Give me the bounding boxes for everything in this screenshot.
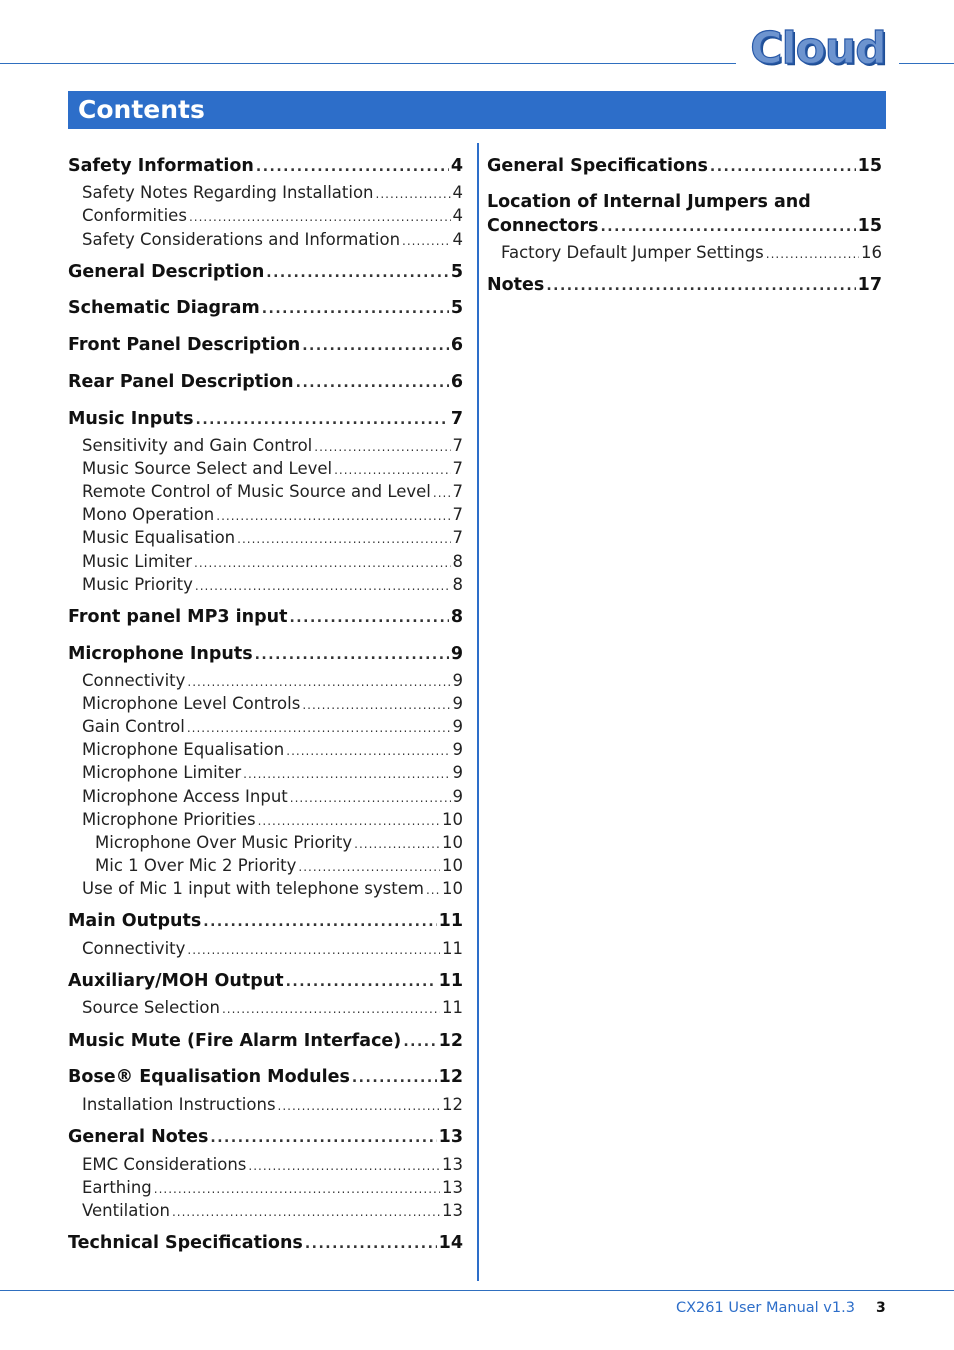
toc-leader-dots [403,1031,436,1052]
toc-entry-page-number: 13 [442,1201,463,1220]
toc-entry[interactable] [68,481,463,503]
toc-leader-dots [154,1178,440,1199]
toc-entry[interactable] [68,1200,463,1222]
toc-entry[interactable] [487,215,882,237]
toc-leader-dots [216,505,450,526]
toc-leader-dots [187,717,451,738]
toc-entry-title: Use of Mic 1 input with telephone system [82,879,424,898]
toc-entry-page-number: 7 [450,409,463,429]
toc-entry[interactable] [68,1066,463,1088]
toc-entry[interactable] [68,739,463,761]
toc-entry[interactable] [68,261,463,283]
toc-entry[interactable] [68,1094,463,1116]
footer-document-title: CX261 User Manual v1.3 [676,1300,855,1316]
toc-leader-dots [376,183,451,204]
toc-leader-dots [298,856,440,877]
toc-entry-page-number: 15 [857,156,882,176]
toc-entry-title: Gain Control [82,717,185,736]
toc-entry[interactable] [487,155,882,177]
toc-entry-page-number: 9 [452,717,463,736]
toc-leader-dots [222,998,440,1019]
toc-leader-dots [766,243,859,264]
toc-entry[interactable] [68,408,463,430]
toc-entry-page-number: 5 [450,298,463,318]
header-rule-right [899,63,954,64]
toc-leader-dots [278,1095,440,1116]
toc-leader-dots [402,230,450,251]
toc-entry-title: General Notes [68,1127,209,1147]
toc-entry-title: Location of Internal Jumpers and [487,192,811,212]
toc-entry[interactable] [68,786,463,808]
toc-entry-title: Factory Default Jumper Settings [501,243,764,262]
toc-entry-page-number: 10 [442,833,463,852]
toc-entry-title: Music Source Select and Level [82,459,333,478]
toc-entry-title: Rear Panel Description [68,372,294,392]
toc-entry-title: Music Inputs [68,409,194,429]
toc-entry-page-number: 17 [857,275,882,295]
toc-entry-title: Music Mute (Fire Alarm Interface) [68,1031,402,1051]
toc-entry-title: Microphone Access Input [82,787,288,806]
toc-leader-dots [286,740,450,761]
toc-entry[interactable] [68,527,463,549]
toc-entry-title: Remote Control of Music Source and Level [82,482,431,501]
toc-leader-dots [187,939,440,960]
toc-entry-title: Notes [487,275,545,295]
toc-entry-title: Microphone Over Music Priority [95,833,353,852]
toc-entry-page-number: 15 [857,216,882,236]
toc-leader-dots [210,1127,436,1148]
toc-leader-dots [334,459,450,480]
toc-entry-page-number: 8 [452,552,463,571]
toc-leader-dots [600,216,855,237]
toc-entry-page-number: 10 [442,856,463,875]
toc-entry[interactable] [68,1232,463,1254]
page-title: Contents [78,95,205,124]
toc-entry-title: Ventilation [82,1201,170,1220]
toc-leader-dots [194,552,450,573]
toc-entry-page-number: 9 [452,740,463,759]
toc-entry-title: Music Priority [82,575,193,594]
toc-entry[interactable] [487,274,882,296]
toc-entry-page-number: 4 [452,230,463,249]
toc-entry[interactable] [68,643,463,665]
toc-entry-title: Conformities [82,206,187,225]
toc-entry-title: Earthing [82,1178,152,1197]
toc-entry-title: Safety Information [68,156,254,176]
toc-leader-dots [286,971,437,992]
toc-entry[interactable] [68,504,463,526]
toc-entry[interactable] [68,1126,463,1148]
toc-entry[interactable] [68,182,463,204]
toc-entry[interactable] [68,205,463,227]
toc-entry-page-number: 8 [452,575,463,594]
toc-entry-page-number: 11 [438,911,463,931]
toc-entry-page-number: 13 [438,1127,463,1147]
toc-entry-title: Technical Specifications [68,1233,303,1253]
toc-entry-page-number: 12 [438,1031,463,1051]
toc-leader-dots [255,644,449,665]
toc-leader-dots [290,787,451,808]
toc-entry[interactable] [68,229,463,251]
toc-entry-title: Microphone Level Controls [82,694,301,713]
toc-leader-dots [710,156,856,177]
toc-entry[interactable] [68,809,463,831]
toc-entry-page-number: 11 [438,971,463,991]
toc-leader-dots [237,528,450,549]
toc-leader-dots [289,607,448,628]
toc-entry-title: Front panel MP3 input [68,607,288,627]
toc-entry-page-number: 7 [452,482,463,501]
toc-entry[interactable] [68,458,463,480]
toc-entry-title: Connectivity [82,939,186,958]
toc-leader-dots [262,298,449,319]
toc-entry-title: Source Selection [82,998,220,1017]
toc-entry-page-number: 7 [452,505,463,524]
toc-leader-dots [266,262,449,283]
toc-leader-dots [352,1067,437,1088]
toc-entry-title: Connectors [487,216,599,236]
toc-entry[interactable] [68,574,463,596]
toc-entry-page-number: 13 [442,1155,463,1174]
toc-entry[interactable] [68,606,463,628]
toc-entry-title: General Specifications [487,156,708,176]
toc-entry-page-number: 7 [452,436,463,455]
toc-entry[interactable] [68,910,463,932]
toc-entry-title: Music Limiter [82,552,193,571]
toc-leader-dots [195,575,451,596]
toc-entry[interactable] [68,970,463,992]
toc-leader-dots [203,911,436,932]
toc-entry[interactable] [68,1177,463,1199]
toc-entry-page-number: 9 [452,671,463,690]
toc-entry-title: Mic 1 Over Mic 2 Priority [95,856,297,875]
toc-entry[interactable] [487,191,882,213]
toc-entry-title: EMC Considerations [82,1155,247,1174]
toc-entry-title: Music Equalisation [82,528,236,547]
toc-entry-page-number: 4 [452,206,463,225]
toc-entry-title: Auxiliary/MOH Output [68,971,284,991]
toc-entry-page-number: 8 [450,607,463,627]
toc-entry[interactable] [68,1030,463,1052]
toc-leader-dots [189,206,451,227]
toc-entry-page-number: 7 [452,459,463,478]
toc-entry-page-number: 6 [450,335,463,355]
toc-entry[interactable] [68,693,463,715]
toc-leader-dots [546,275,855,296]
toc-entry-page-number: 12 [438,1067,463,1087]
toc-entry-page-number: 11 [442,998,463,1017]
toc-leader-dots [187,671,450,692]
toc-entry[interactable] [68,551,463,573]
toc-entry-page-number: 6 [450,372,463,392]
toc-entry-page-number: 14 [438,1233,463,1253]
toc-entry-page-number: 10 [442,810,463,829]
toc-entry-title: Front Panel Description [68,335,301,355]
toc-entry-title: Schematic Diagram [68,298,260,318]
toc-entry-title: Sensitivity and Gain Control [82,436,313,455]
toc-entry-page-number: 9 [452,763,463,782]
toc-entry-page-number: 9 [452,787,463,806]
toc-entry-title: Installation Instructions [82,1095,276,1114]
toc-entry[interactable] [68,371,463,393]
toc-entry-title: Connectivity [82,671,186,690]
toc-entry[interactable] [68,297,463,319]
toc-entry-page-number: 5 [450,262,463,282]
toc-leader-dots [302,335,449,356]
toc-entry-page-number: 16 [861,243,882,262]
footer-rule [0,1290,954,1291]
footer-page-number: 3 [876,1300,886,1316]
toc-entry-title: Safety Notes Regarding Installation [82,183,374,202]
toc-leader-dots [258,810,440,831]
toc-leader-dots [256,156,449,177]
toc-entry-page-number: 4 [450,156,463,176]
toc-entry[interactable] [68,334,463,356]
toc-leader-dots [433,482,451,503]
toc-entry-title: Microphone Inputs [68,644,253,664]
toc-entry-title: Bose® Equalisation Modules [68,1067,350,1087]
toc-entry-page-number: 4 [452,183,463,202]
toc-entry-title: Safety Considerations and Information [82,230,401,249]
toc-entry-page-number: 13 [442,1178,463,1197]
toc-leader-dots [314,436,450,457]
toc-leader-dots [196,409,449,430]
cloud-logo: Cloud [750,23,886,74]
toc-entry-page-number: 12 [442,1095,463,1114]
toc-entry[interactable] [68,878,463,900]
toc-entry[interactable] [68,716,463,738]
toc-entry[interactable] [68,832,463,854]
toc-entry[interactable] [68,997,463,1019]
toc-entry-page-number: 7 [452,528,463,547]
toc-entry[interactable] [68,155,463,177]
toc-entry-page-number: 10 [442,879,463,898]
toc-leader-dots [296,372,449,393]
toc-entry[interactable] [68,762,463,784]
toc-entry-page-number: 9 [452,694,463,713]
toc-leader-dots [243,763,450,784]
toc-leader-dots [305,1233,437,1254]
toc-entry-title: General Description [68,262,265,282]
toc-entry[interactable] [68,1154,463,1176]
toc-entry[interactable] [68,938,463,960]
toc-leader-dots [302,694,450,715]
column-divider [477,143,479,1281]
toc-entry-page-number: 11 [442,939,463,958]
toc-entry-title: Main Outputs [68,911,202,931]
toc-entry-title: Microphone Limiter [82,763,242,782]
toc-entry[interactable] [68,670,463,692]
header-rule-left [0,63,736,64]
toc-leader-dots [354,833,440,854]
toc-entry-title: Mono Operation [82,505,215,524]
toc-entry[interactable] [487,242,882,264]
toc-leader-dots [426,879,440,900]
toc-leader-dots [248,1155,440,1176]
toc-leader-dots [172,1201,440,1222]
toc-entry[interactable] [68,855,463,877]
toc-entry[interactable] [68,435,463,457]
toc-entry-page-number: 9 [450,644,463,664]
contents-heading-band [68,91,886,129]
toc-entry-title: Microphone Equalisation [82,740,285,759]
toc-entry-title: Microphone Priorities [82,810,256,829]
